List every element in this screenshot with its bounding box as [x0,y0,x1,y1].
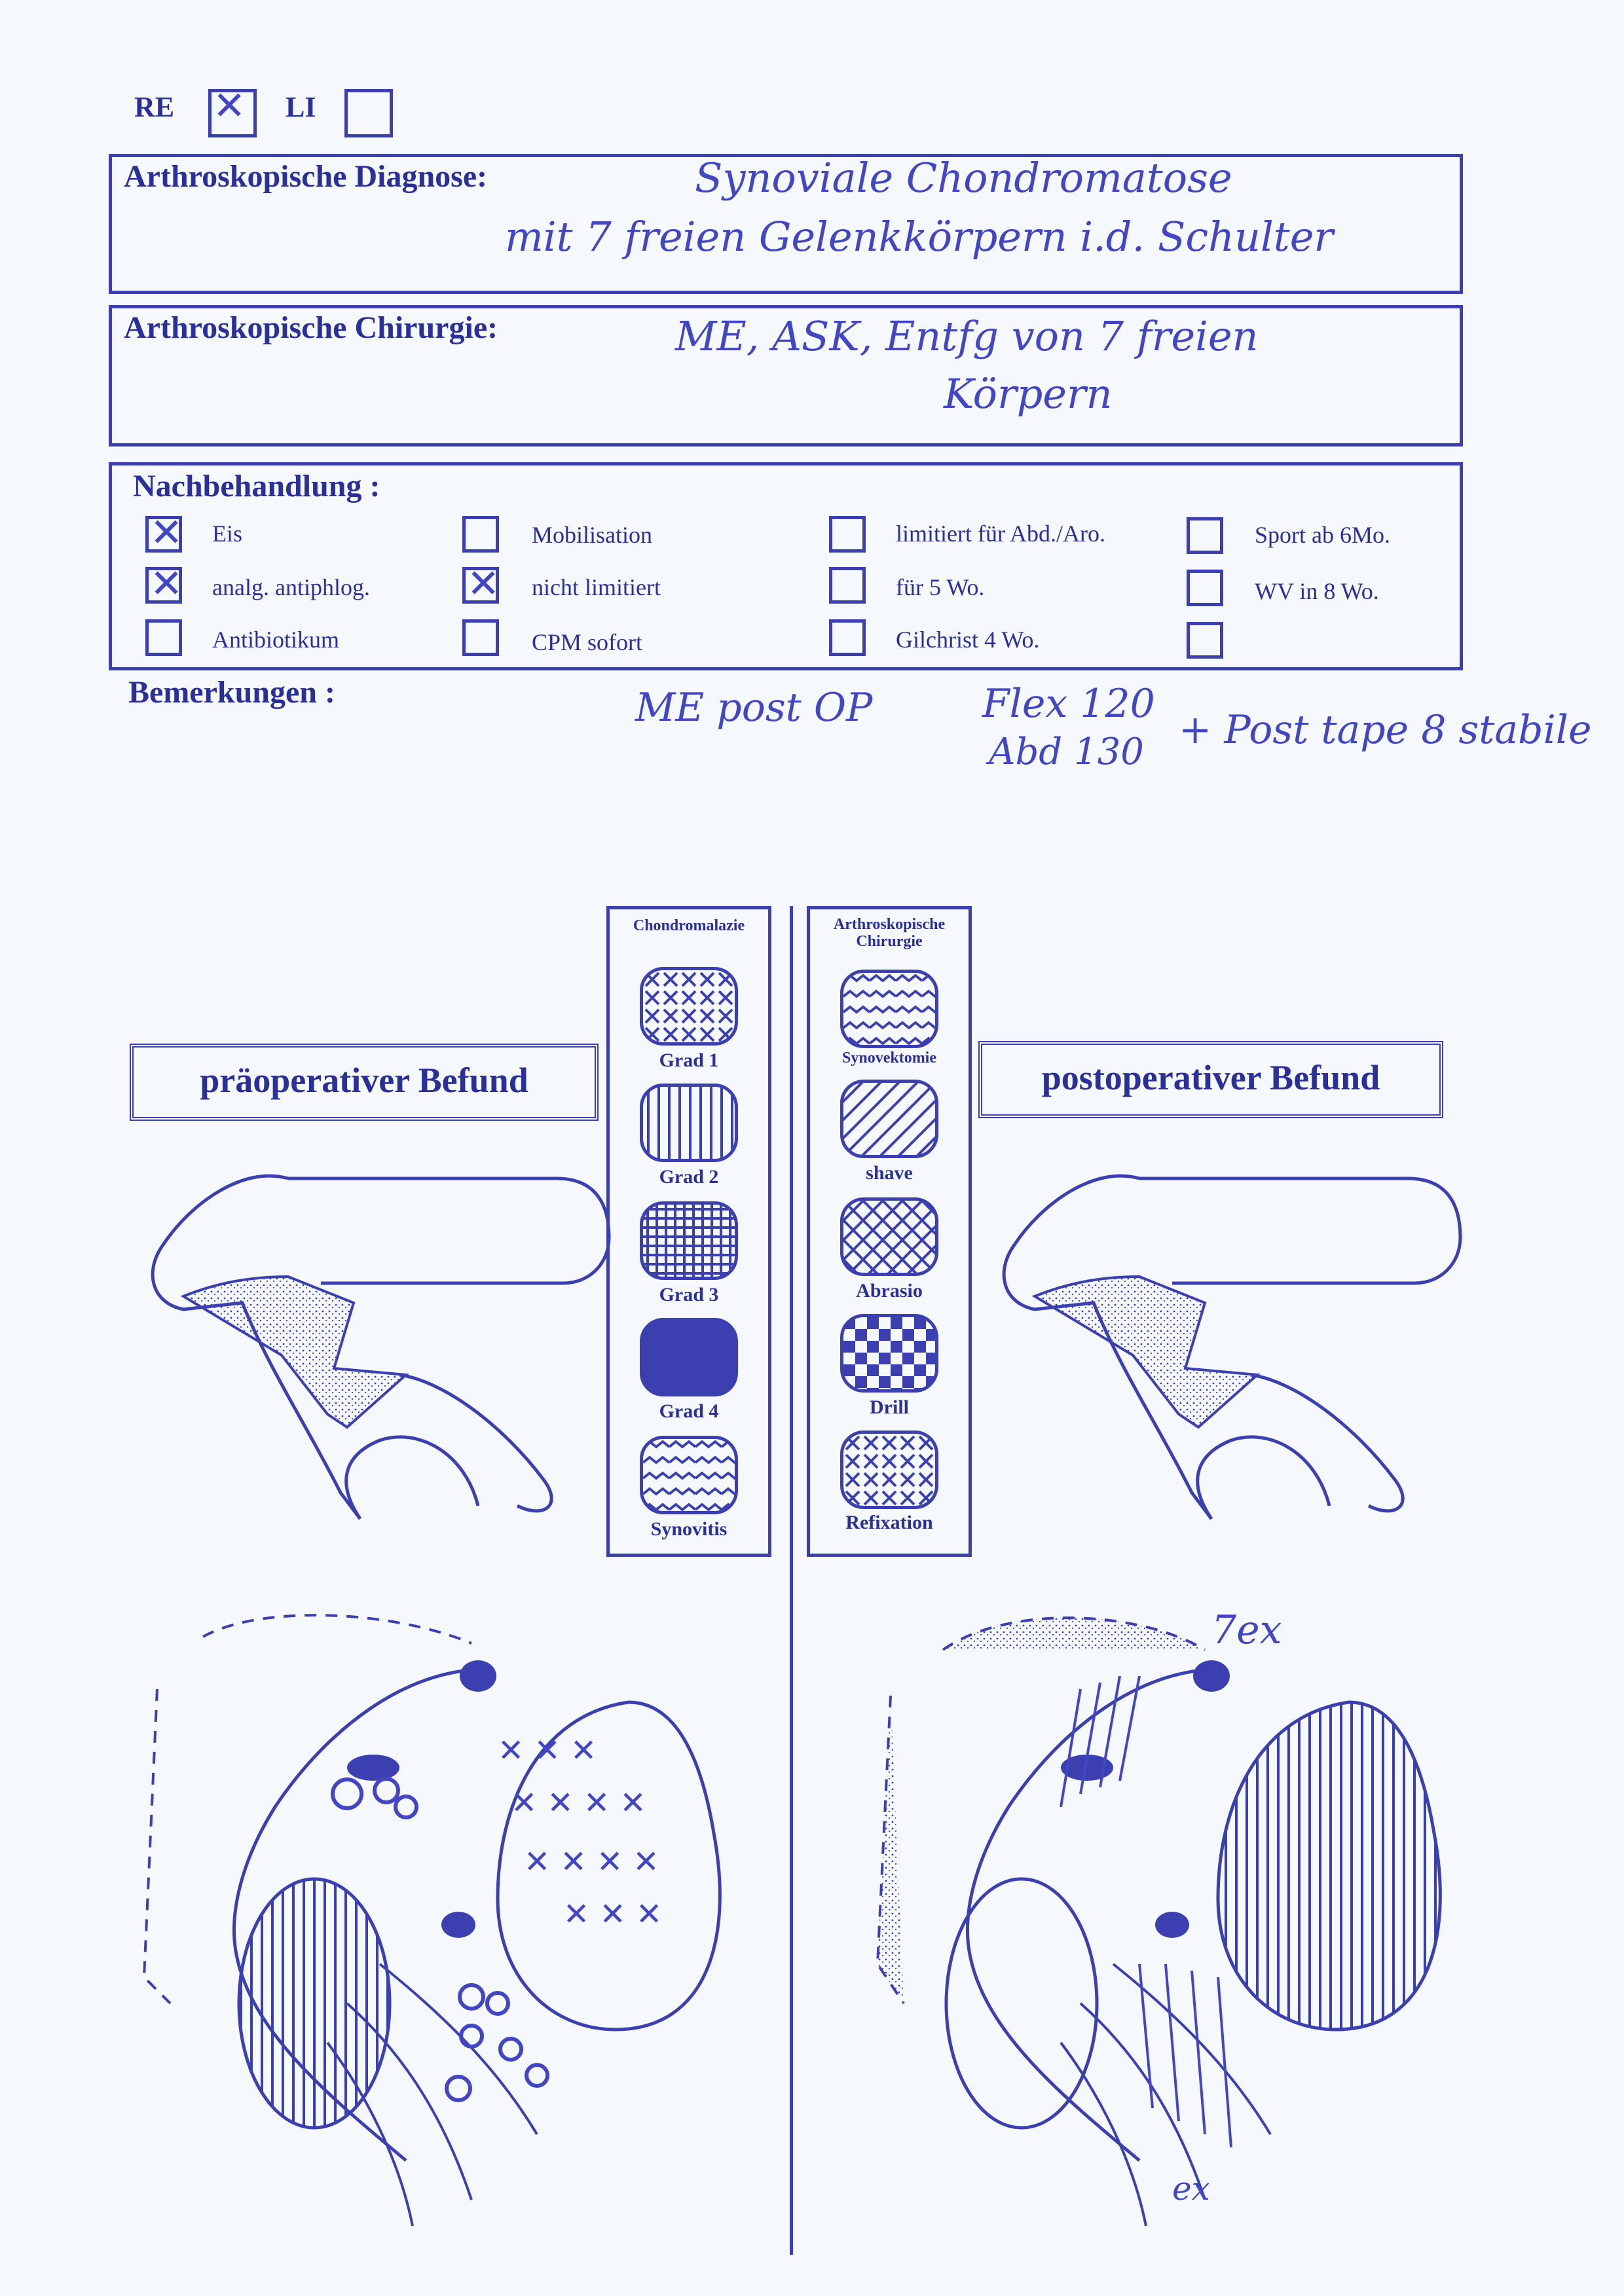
label-limitiert: limitiert für Abd./Aro. [896,520,1105,547]
label-fuer-5-wo: für 5 Wo. [896,574,985,600]
swatch-refixation [840,1430,938,1509]
legend-synovitis: Synovitis [650,1518,728,1540]
checkbox-limitiert[interactable] [829,516,866,553]
legend-shave: shave [866,1162,913,1184]
swatch-shave [840,1080,938,1158]
li-checkbox[interactable] [344,89,393,137]
bemerkungen-handwriting-a: ME post OP [635,685,873,731]
center-divider [790,906,793,2255]
checkbox-cpm-sofort[interactable] [462,619,499,656]
label-eis: Eis [212,520,243,547]
post-shoulder-lateral-diagram [989,1152,1421,1519]
label-gilchrist: Gilchrist 4 Wo. [896,627,1040,653]
diagnose-label: Arthroskopische Diagnose: [124,159,488,194]
chirurgie-box [109,305,1463,446]
checkbox-gilchrist[interactable] [829,619,866,656]
checkbox-analg-antiphlog[interactable] [145,567,182,604]
label-cpm-sofort: CPM sofort [532,629,643,655]
legend-chondromalazie [606,906,771,1557]
chirurgie-label: Arthroskopische Chirurgie: [124,310,498,345]
post-befund-title: postoperativer Befund [978,1041,1443,1118]
swatch-synovektomie [840,970,938,1048]
checkbox-wv[interactable] [1187,570,1223,606]
checkbox-empty[interactable] [1187,622,1223,659]
re-label: RE [134,91,175,123]
label-sport: Sport ab 6Mo. [1255,522,1390,548]
legend-grad1: Grad 1 [659,1049,719,1071]
bemerkungen-label: Bemerkungen : [128,675,335,710]
swatch-grad4 [640,1318,738,1396]
legend-synovektomie: Synovektomie [842,1049,936,1066]
post-annotation-top: 7ex [1211,1607,1282,1653]
legend-refixation: Refixation [845,1512,933,1533]
svg-text:✕ ✕ ✕: ✕ ✕ ✕ [563,1896,663,1933]
checkbox-antibiotikum[interactable] [145,619,182,656]
legend-drill: Drill [870,1396,909,1418]
bemerkungen-handwriting-d: + Post tape 8 stabile [1179,707,1592,753]
swatch-drill [840,1314,938,1393]
legend-chirurgie-title: Arthroskopische Chirurgie [833,916,946,950]
svg-text:✕ ✕ ✕ ✕: ✕ ✕ ✕ ✕ [524,1844,659,1880]
swatch-synovitis [640,1436,738,1514]
nachbehandlung-label: Nachbehandlung : [133,469,380,503]
bemerkungen-handwriting-c: Abd 130 [989,731,1144,773]
checkbox-fuer-5-wo[interactable] [829,567,866,604]
li-label: LI [286,91,316,123]
diagnose-handwriting-2: mit 7 freien Gelenkkörpern i.d. Schulter [505,213,1334,261]
checkbox-eis[interactable] [145,516,182,553]
legend-abrasio: Abrasio [856,1280,923,1302]
chirurgie-handwriting-1: ME, ASK, Entfg von 7 freien [675,312,1259,360]
swatch-grad2 [640,1084,738,1162]
label-antibiotikum: Antibiotikum [212,627,340,653]
swatch-abrasio [840,1197,938,1276]
svg-text:✕ ✕ ✕: ✕ ✕ ✕ [498,1732,597,1769]
post-shoulder-frontal-diagram [864,1597,1454,2239]
checkbox-nicht-limitiert[interactable] [462,567,499,604]
pre-shoulder-lateral-diagram [138,1152,570,1519]
svg-text:✕ ✕ ✕ ✕: ✕ ✕ ✕ ✕ [511,1785,646,1821]
checkbox-mobilisation[interactable] [462,516,499,553]
label-nicht-limitiert: nicht limitiert [532,574,661,600]
pre-shoulder-frontal-diagram [131,1597,720,2239]
legend-grad4: Grad 4 [659,1400,719,1422]
label-wv: WV in 8 Wo. [1255,578,1379,604]
swatch-grad3 [640,1201,738,1280]
post-annotation-bottom: ex [1172,2170,1210,2208]
label-mobilisation: Mobilisation [532,522,653,548]
swatch-grad1 [640,967,738,1046]
legend-chirurgie [807,906,972,1557]
diagnose-handwriting-1: Synoviale Chondromatose [695,154,1232,202]
legend-grad2: Grad 2 [659,1166,719,1188]
legend-chondromalazie-title: Chondromalazie [633,917,745,934]
pre-befund-title: präoperativer Befund [130,1044,599,1121]
re-checkbox[interactable] [208,89,257,137]
bemerkungen-handwriting-b: Flex 120 [982,681,1155,727]
checkbox-sport[interactable] [1187,517,1223,554]
label-analg-antiphlog: analg. antiphlog. [212,574,370,600]
chirurgie-handwriting-2: Körpern [944,370,1113,418]
diagnose-box [109,154,1463,294]
legend-grad3: Grad 3 [659,1284,719,1305]
